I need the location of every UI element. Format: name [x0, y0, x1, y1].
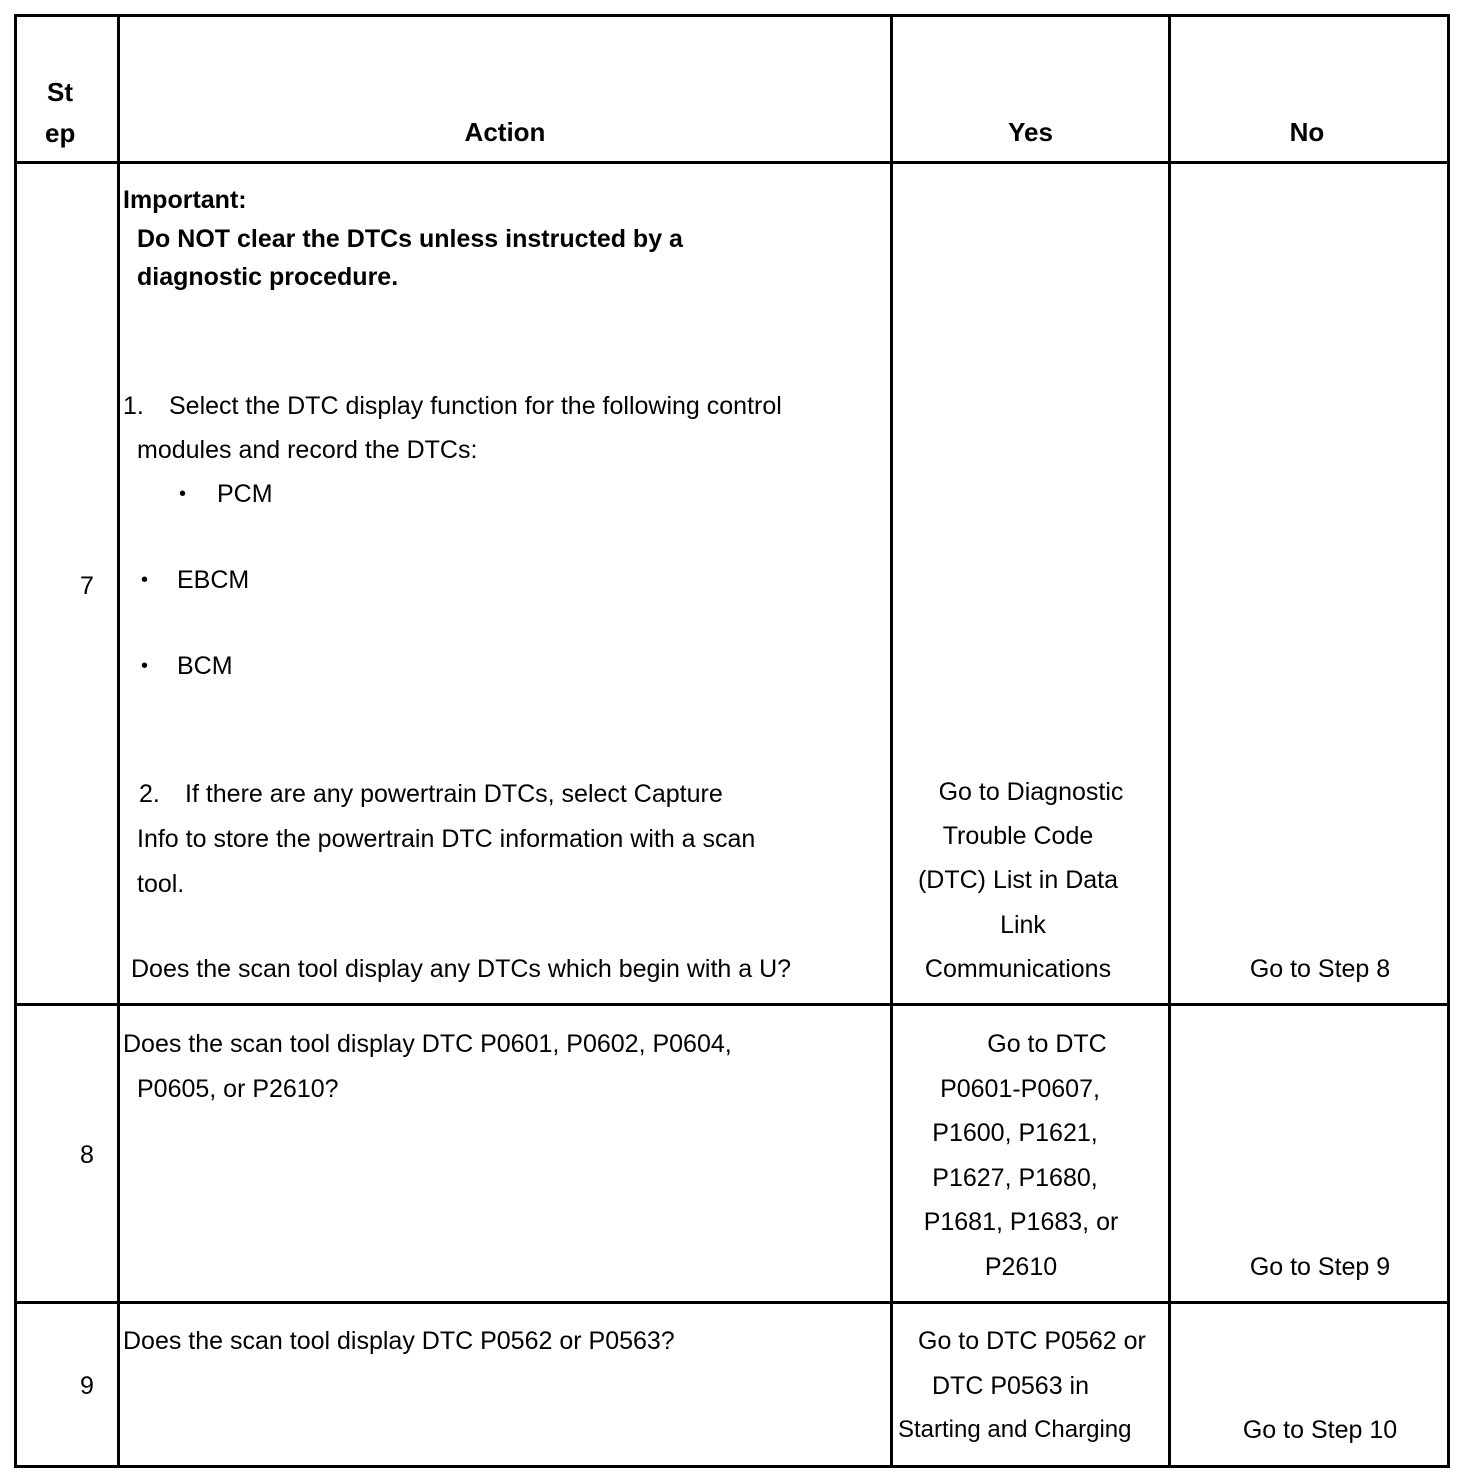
yes-text-line: DTC P0563 in — [932, 1372, 1090, 1400]
yes-text-line: P0601-P0607, — [940, 1075, 1100, 1103]
yes-text-line: Communications — [924, 955, 1112, 983]
yes-text-span: Go to Diagnostic — [938, 778, 1124, 806]
important-text-line: diagnostic procedure. — [137, 263, 399, 291]
header-step-line1: St — [47, 77, 73, 107]
yes-text-line: Go to DTC — [987, 1030, 1107, 1058]
column-divider — [117, 17, 120, 1465]
yes-text-line: P1600, P1621, — [932, 1119, 1098, 1147]
important-text-line: Do NOT clear the DTCs unless instructed by a — [137, 225, 683, 253]
item-number: 1. — [123, 392, 144, 420]
yes-text-line: P1627, P1680, — [932, 1164, 1098, 1192]
step-number: 9 — [80, 1372, 94, 1400]
item-text-line: tool. — [137, 870, 185, 898]
item-number: 2. — [139, 780, 160, 808]
bullet-icon: • — [179, 483, 187, 505]
header-step-line2: ep — [45, 118, 76, 148]
question-text: Does the scan tool display any DTCs which begin with a U? — [131, 955, 792, 983]
no-text: Go to Step 8 — [1249, 955, 1391, 983]
yes-text-line: Go to DTC P0562 or — [918, 1327, 1146, 1355]
yes-text-line: P2610 — [984, 1253, 1058, 1281]
important-label: Important: — [123, 186, 247, 214]
yes-text-line: P1681, P1683, or — [923, 1208, 1119, 1236]
item-text-line: modules and record the DTCs: — [137, 436, 478, 464]
item-text-line: Info to store the powertrain DTC information with a scan — [137, 825, 756, 853]
yes-text-line: Trouble Code — [942, 822, 1094, 850]
yes-text-line: Starting and Charging — [898, 1416, 1132, 1443]
yes-text-line: Link — [1000, 911, 1046, 939]
item-text-line: Select the DTC display function for the following control — [169, 392, 782, 420]
yes-text-line: (DTC) List in Data — [917, 866, 1119, 894]
row-divider — [17, 1301, 1447, 1304]
header-yes: Yes — [1008, 117, 1053, 147]
no-text: Go to Step 9 — [1249, 1253, 1391, 1281]
header-action: Action — [464, 117, 546, 147]
action-text-line: P0605, or P2610? — [137, 1075, 339, 1103]
bullet-item: BCM — [177, 652, 233, 680]
action-text-line: Does the scan tool display DTC P0562 or P0563? — [123, 1327, 675, 1355]
step-number: 8 — [80, 1141, 94, 1169]
header-no: No — [1289, 117, 1325, 147]
bullet-item: EBCM — [177, 566, 250, 594]
row-divider — [17, 1003, 1447, 1006]
item-text-line: If there are any powertrain DTCs, select Capture — [185, 780, 723, 808]
no-text: Go to Step 10 — [1242, 1416, 1398, 1444]
column-divider — [1168, 17, 1171, 1465]
bullet-icon: • — [141, 655, 149, 677]
bullet-icon: • — [141, 569, 149, 591]
action-text-line: Does the scan tool display DTC P0601, P0602, P0604, — [123, 1030, 732, 1058]
yes-text-line — [893, 777, 1193, 807]
step-number: 7 — [80, 572, 94, 600]
column-divider — [890, 17, 893, 1465]
bullet-item: PCM — [217, 480, 273, 508]
diagnostic-table — [14, 14, 1450, 1468]
row-divider — [17, 161, 1447, 164]
